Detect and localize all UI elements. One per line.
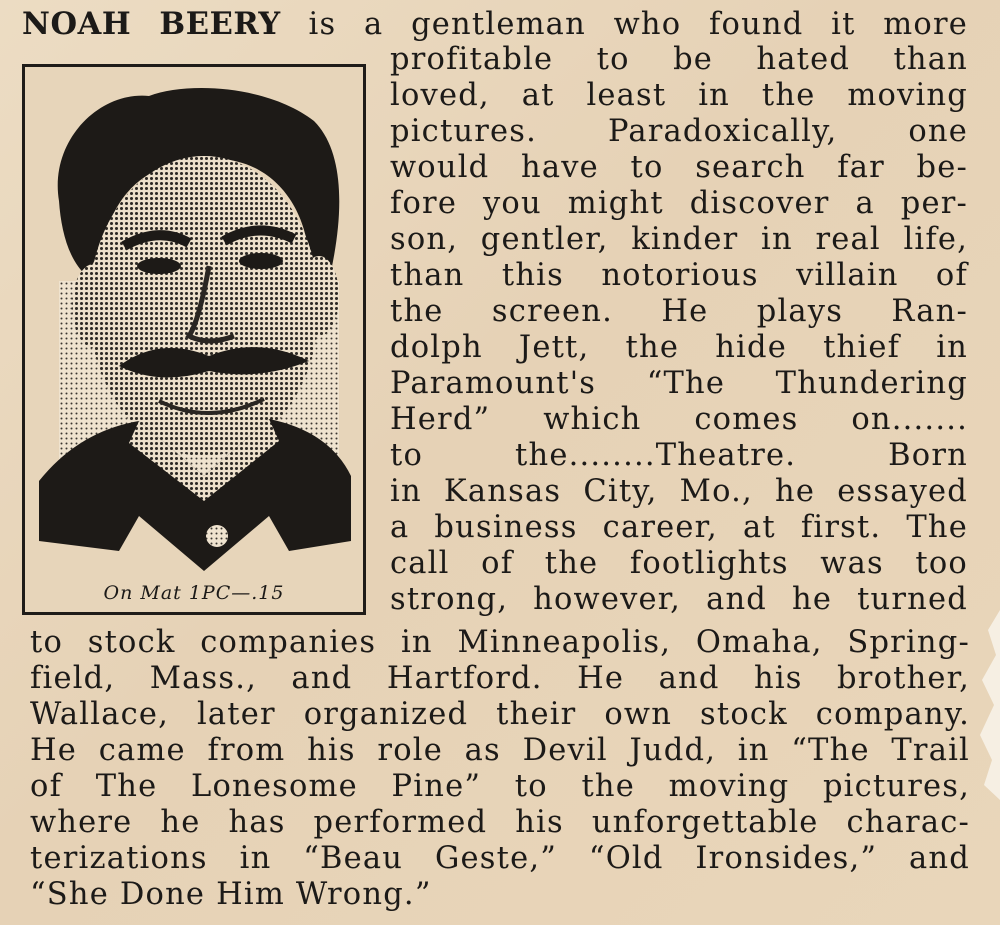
article-line-full: Wallace, later organized their own stock company. [30,697,970,732]
photo-caption: On Mat 1PC—.15 [103,582,285,604]
article-line-right: a business career, at first. The [390,510,968,545]
article-line-right: loved, at least in the moving [390,78,968,113]
article-line-right: to the........Theatre. Born [390,438,968,473]
article-line-full: terizations in “Beau Geste,” “Old Ironsides,” and [30,841,970,876]
article-line-right: than this notorious villain of [390,258,968,293]
torn-edge [970,610,1000,800]
article-line-full: “She Done Him Wrong.” [30,877,432,912]
article-line-right: dolph Jett, the hide thief in [390,330,968,365]
portrait-image [39,81,351,571]
article-line-right: would have to search far be- [390,150,968,185]
article-line-right: profitable to be hated than [390,42,968,77]
article-line-right: Paramount's “The Thundering [390,366,968,401]
article-line-full: where he has performed his unforgettable charac- [30,805,970,840]
photo-frame [22,64,366,615]
article-line-full: field, Mass., and Hartford. He and his brother, [30,661,970,696]
article-line-right: fore you might discover a per- [390,186,968,221]
article-line-full: He came from his role as Devil Judd, in “The Trail [30,733,970,768]
article-line-right: son, gentler, kinder in real life, [390,222,968,257]
article-line-right: Herd” which comes on....... [390,402,968,437]
article-line-1 [22,6,968,43]
article-line-right: in Kansas City, Mo., he essayed [390,474,968,509]
article-line-right: call of the footlights was too [390,546,968,581]
article-line-right: strong, however, and he turned [390,582,968,617]
article-line-right: pictures. Paradoxically, one [390,114,968,149]
lead-name: NOAH BEERY [22,6,281,42]
first-line-text: is a gentleman who found it more [280,7,968,42]
article-line-full: of The Lonesome Pine” to the moving pictures, [30,769,970,804]
article-line-full: to stock companies in Minneapolis, Omaha, Spring- [30,625,970,660]
article-line-right: the screen. He plays Ran- [390,294,968,329]
